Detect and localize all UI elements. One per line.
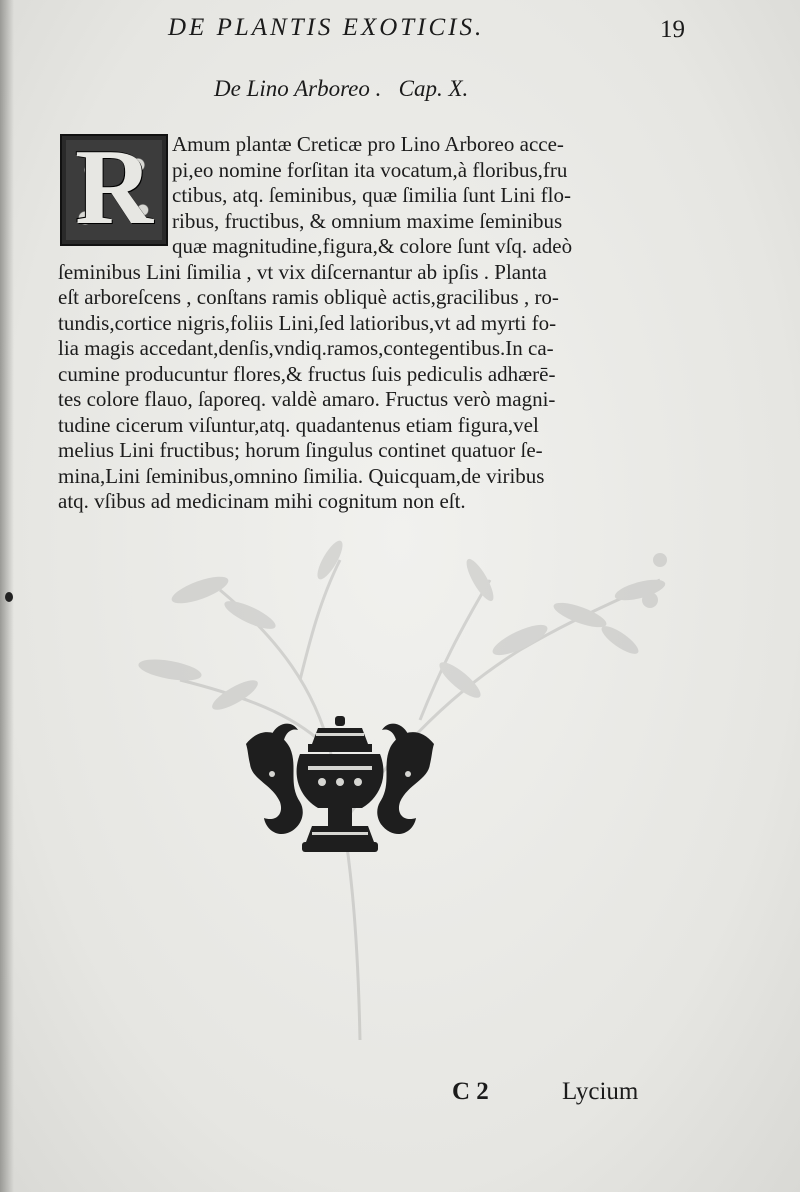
- text-line: pi,eo nomine forſitan ita vocatum,à floribus,fru: [172, 157, 568, 182]
- text-line: ribus, fructibus, & omnium maxime ſeminibus: [172, 208, 563, 233]
- text-line: atq. vſibus ad medicinam mihi cognitum non eſt.: [58, 489, 466, 513]
- chapter-title: De Lino Arboreo . Cap. X.: [214, 76, 469, 101]
- catchword: Lycium: [562, 1078, 639, 1105]
- text-line: cumine producuntur flores,& fructus ſuis pediculis adhærē-: [58, 361, 556, 386]
- text-line: mina,Lini ſeminibus,omnino ſimilia. Quicquam,de viribus: [58, 463, 545, 488]
- text-line: lia magis accedant,denſis,vndiq.ramos,contegentibus.In ca-: [58, 336, 554, 360]
- running-head: DE PLANTIS EXOTICIS.: [168, 14, 485, 41]
- text-line: tundis,cortice nigris,foliis Lini,ſed latioribus,vt ad myrti fo-: [58, 310, 557, 335]
- text-line: eſt arboreſcens , conſtans ramis obliquè actis,gracilibus , ro-: [58, 285, 559, 309]
- signature-mark: C 2: [452, 1078, 489, 1105]
- chapter-body: [58, 128, 698, 515]
- text-line: ſeminibus Lini ſimilia , vt vix diſcernantur ab ipſis . Planta: [58, 259, 547, 284]
- initial-letter: R: [75, 128, 153, 247]
- page-number: 19: [660, 16, 685, 43]
- vase-tailpiece-ornament: [242, 714, 438, 866]
- text-line: tes colore flauo, ſaporeq. valdè amaro. Fructus verò magni-: [58, 387, 556, 411]
- ink-speck: [5, 592, 13, 602]
- text-line: melius Lini fructibus; horum ſingulus continet quatuor ſe-: [58, 438, 543, 462]
- text-line: tudine cicerum viſuntur,atq. quadantenus etiam figura,vel: [58, 412, 539, 437]
- text-line: Amum plantæ Creticæ pro Lino Arboreo acce-: [172, 132, 564, 156]
- text-line: quæ magnitudine,figura,& colore ſunt vſq. adeò: [172, 234, 573, 258]
- text-line: ctibus, atq. ſeminibus, quæ ſimilia ſunt Lini flo-: [172, 183, 571, 207]
